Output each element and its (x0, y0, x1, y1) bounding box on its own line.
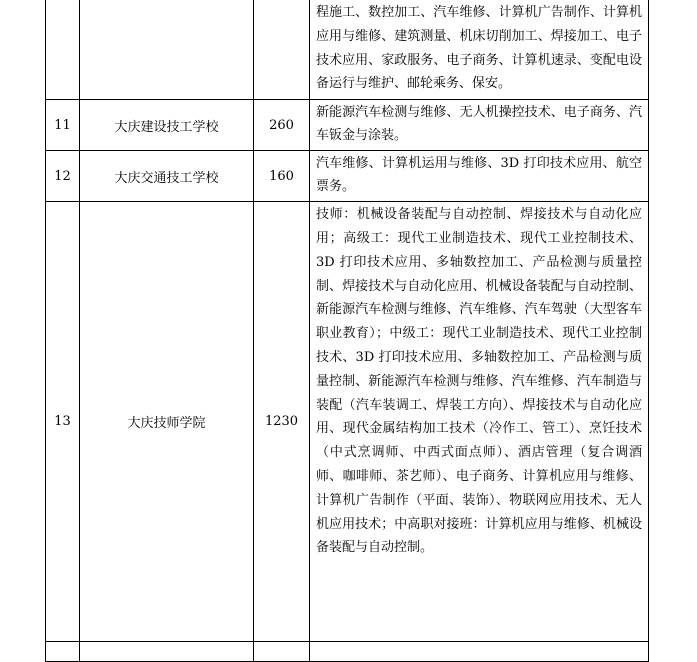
school-name (80, 0, 254, 100)
school-name (80, 642, 254, 662)
table-row (46, 642, 649, 662)
table-row (46, 100, 649, 151)
table-row (46, 151, 649, 202)
enrollment-count: 260 (254, 100, 310, 151)
enrollment-count: 1230 (254, 202, 310, 642)
majors-list: 程施工、数控加工、汽车维修、计算机广告制作、计算机应用与维修、建筑测量、机床切削加工、焊接加工、电子技术应用、家政服务、电子商务、计算机速录、变配电设备运行与维护、邮轮乘务、保安。 (310, 0, 649, 100)
row-number (46, 642, 80, 662)
row-number: 13 (46, 202, 80, 642)
row-number: 12 (46, 151, 80, 202)
row-number (46, 0, 80, 100)
table-row (46, 202, 649, 642)
enrollment-table (45, 0, 649, 662)
majors-list: 汽车维修、计算机运用与维修、3D 打印技术应用、航空票务。 (310, 151, 649, 202)
school-name: 大庆技师学院 (80, 202, 254, 642)
row-number: 11 (46, 100, 80, 151)
table-row (46, 0, 649, 100)
enrollment-count (254, 0, 310, 100)
school-name: 大庆交通技工学校 (80, 151, 254, 202)
majors-list (310, 642, 649, 662)
enrollment-count: 160 (254, 151, 310, 202)
school-name: 大庆建设技工学校 (80, 100, 254, 151)
majors-list: 技师：机械设备装配与自动控制、焊接技术与自动化应用；高级工：现代工业制造技术、现代工业控制技术、3D 打印技术应用、多轴数控加工、产品检测与质量控制、焊接技术与自动化应用、机械设备装配与自动控制、新能源汽车检测与维修、汽车维修、汽车驾驶（大型客车职业教育）；中级工：现代工业制造技术、现代工业控制技术、3D 打印技术应用、多轴数控加工、产品检测与质量控制、新能源汽车检测与维修、汽车维修、汽车制造与装配（汽车装调工、焊装工方向）、焊接技术与自动化应用、现代金属结构加工技术（冷作工、管工）、烹饪技术（中式烹调师、中西式面点师）、酒店管理（复合调酒师、咖啡师、茶艺师）、电子商务、计算机应用与维修、计算机广告制作（平面、装饰）、物联网应用技术、无人机应用技术；中高职对接班：计算机应用与维修、机械设备装配与自动控制。 (310, 202, 649, 642)
enrollment-count (254, 642, 310, 662)
majors-list: 新能源汽车检测与维修、无人机操控技术、电子商务、汽车钣金与涂装。 (310, 100, 649, 151)
